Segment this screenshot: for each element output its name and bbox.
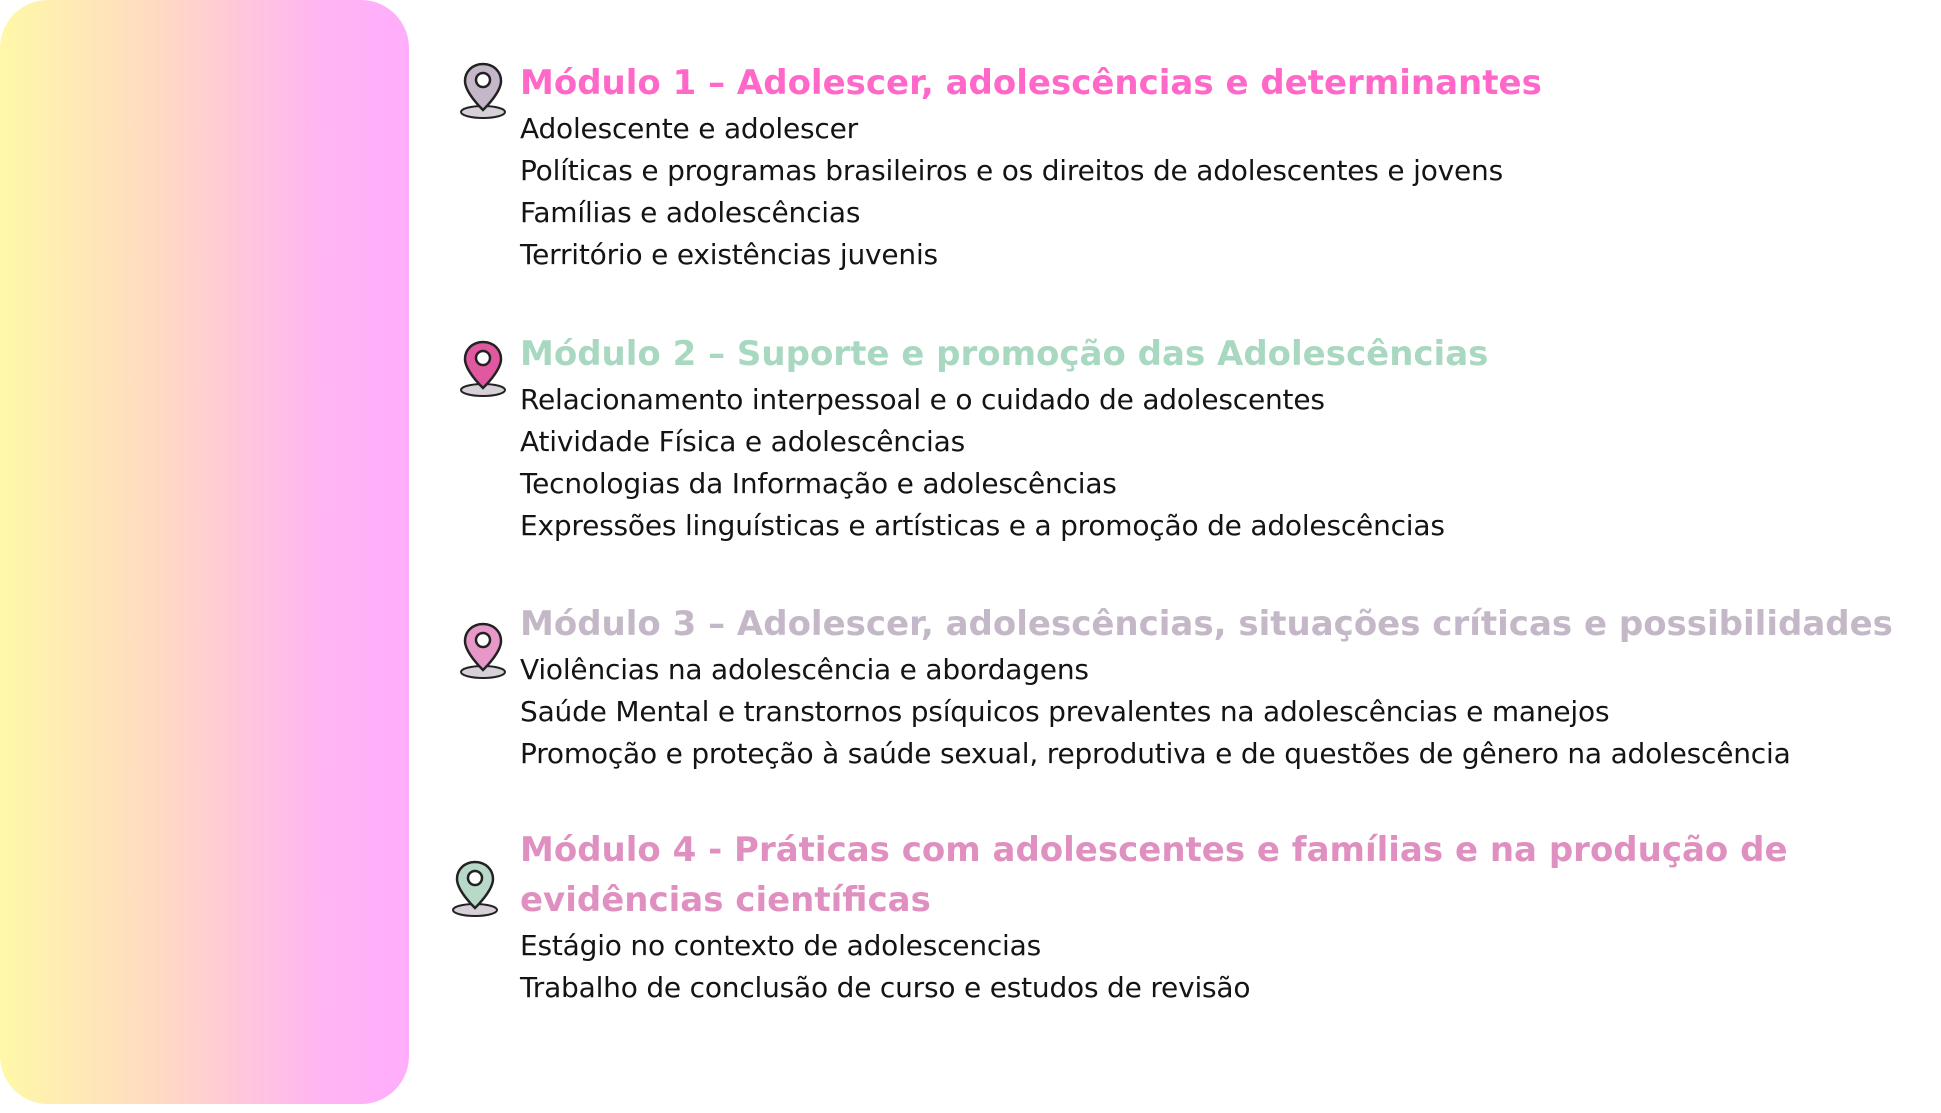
module-3-topics xyxy=(520,649,1920,775)
topic-item: Políticas e programas brasileiros e os direitos de adolescentes e jovens xyxy=(520,154,1503,187)
topic-item: Famílias e adolescências xyxy=(520,196,861,229)
module-2-title: Módulo 2 – Suporte e promoção das Adolescências xyxy=(520,334,1489,374)
topic-item: Saúde Mental e transtornos psíquicos prevalentes na adolescências e manejos xyxy=(520,695,1610,728)
map-pin-icon xyxy=(458,620,508,680)
module-3-title: Módulo 3 – Adolescer, adolescências, situações críticas e possibilidades xyxy=(520,604,1893,644)
topic-item: Trabalho de conclusão de curso e estudos de revisão xyxy=(520,971,1251,1004)
topic-item: Adolescente e adolescer xyxy=(520,112,858,145)
module-4 xyxy=(520,825,1920,1009)
module-4-topics xyxy=(520,925,1920,1009)
module-4-title: Módulo 4 - Práticas com adolescentes e famílias e na produção de evidências científicas xyxy=(520,830,1788,920)
module-2 xyxy=(520,329,1920,547)
topic-item: Atividade Física e adolescências xyxy=(520,425,965,458)
topic-item: Estágio no contexto de adolescencias xyxy=(520,929,1041,962)
topic-item: Promoção e proteção à saúde sexual, reprodutiva e de questões de gênero na adolescência xyxy=(520,737,1791,770)
module-1-title: Módulo 1 – Adolescer, adolescências e determinantes xyxy=(520,63,1542,103)
topic-item: Violências na adolescência e abordagens xyxy=(520,653,1089,686)
topic-item: Expressões linguísticas e artísticas e a promoção de adolescências xyxy=(520,509,1445,542)
module-3 xyxy=(520,599,1920,775)
map-pin-icon xyxy=(458,338,508,398)
module-1-topics xyxy=(520,108,1920,276)
module-2-topics xyxy=(520,379,1920,547)
map-pin-icon xyxy=(458,60,508,120)
map-pin-icon xyxy=(450,858,500,918)
gradient-side-panel xyxy=(0,0,409,1104)
topic-item: Território e existências juvenis xyxy=(520,238,938,271)
topic-item: Relacionamento interpessoal e o cuidado de adolescentes xyxy=(520,383,1325,416)
module-1 xyxy=(520,58,1920,276)
topic-item: Tecnologias da Informação e adolescências xyxy=(520,467,1117,500)
